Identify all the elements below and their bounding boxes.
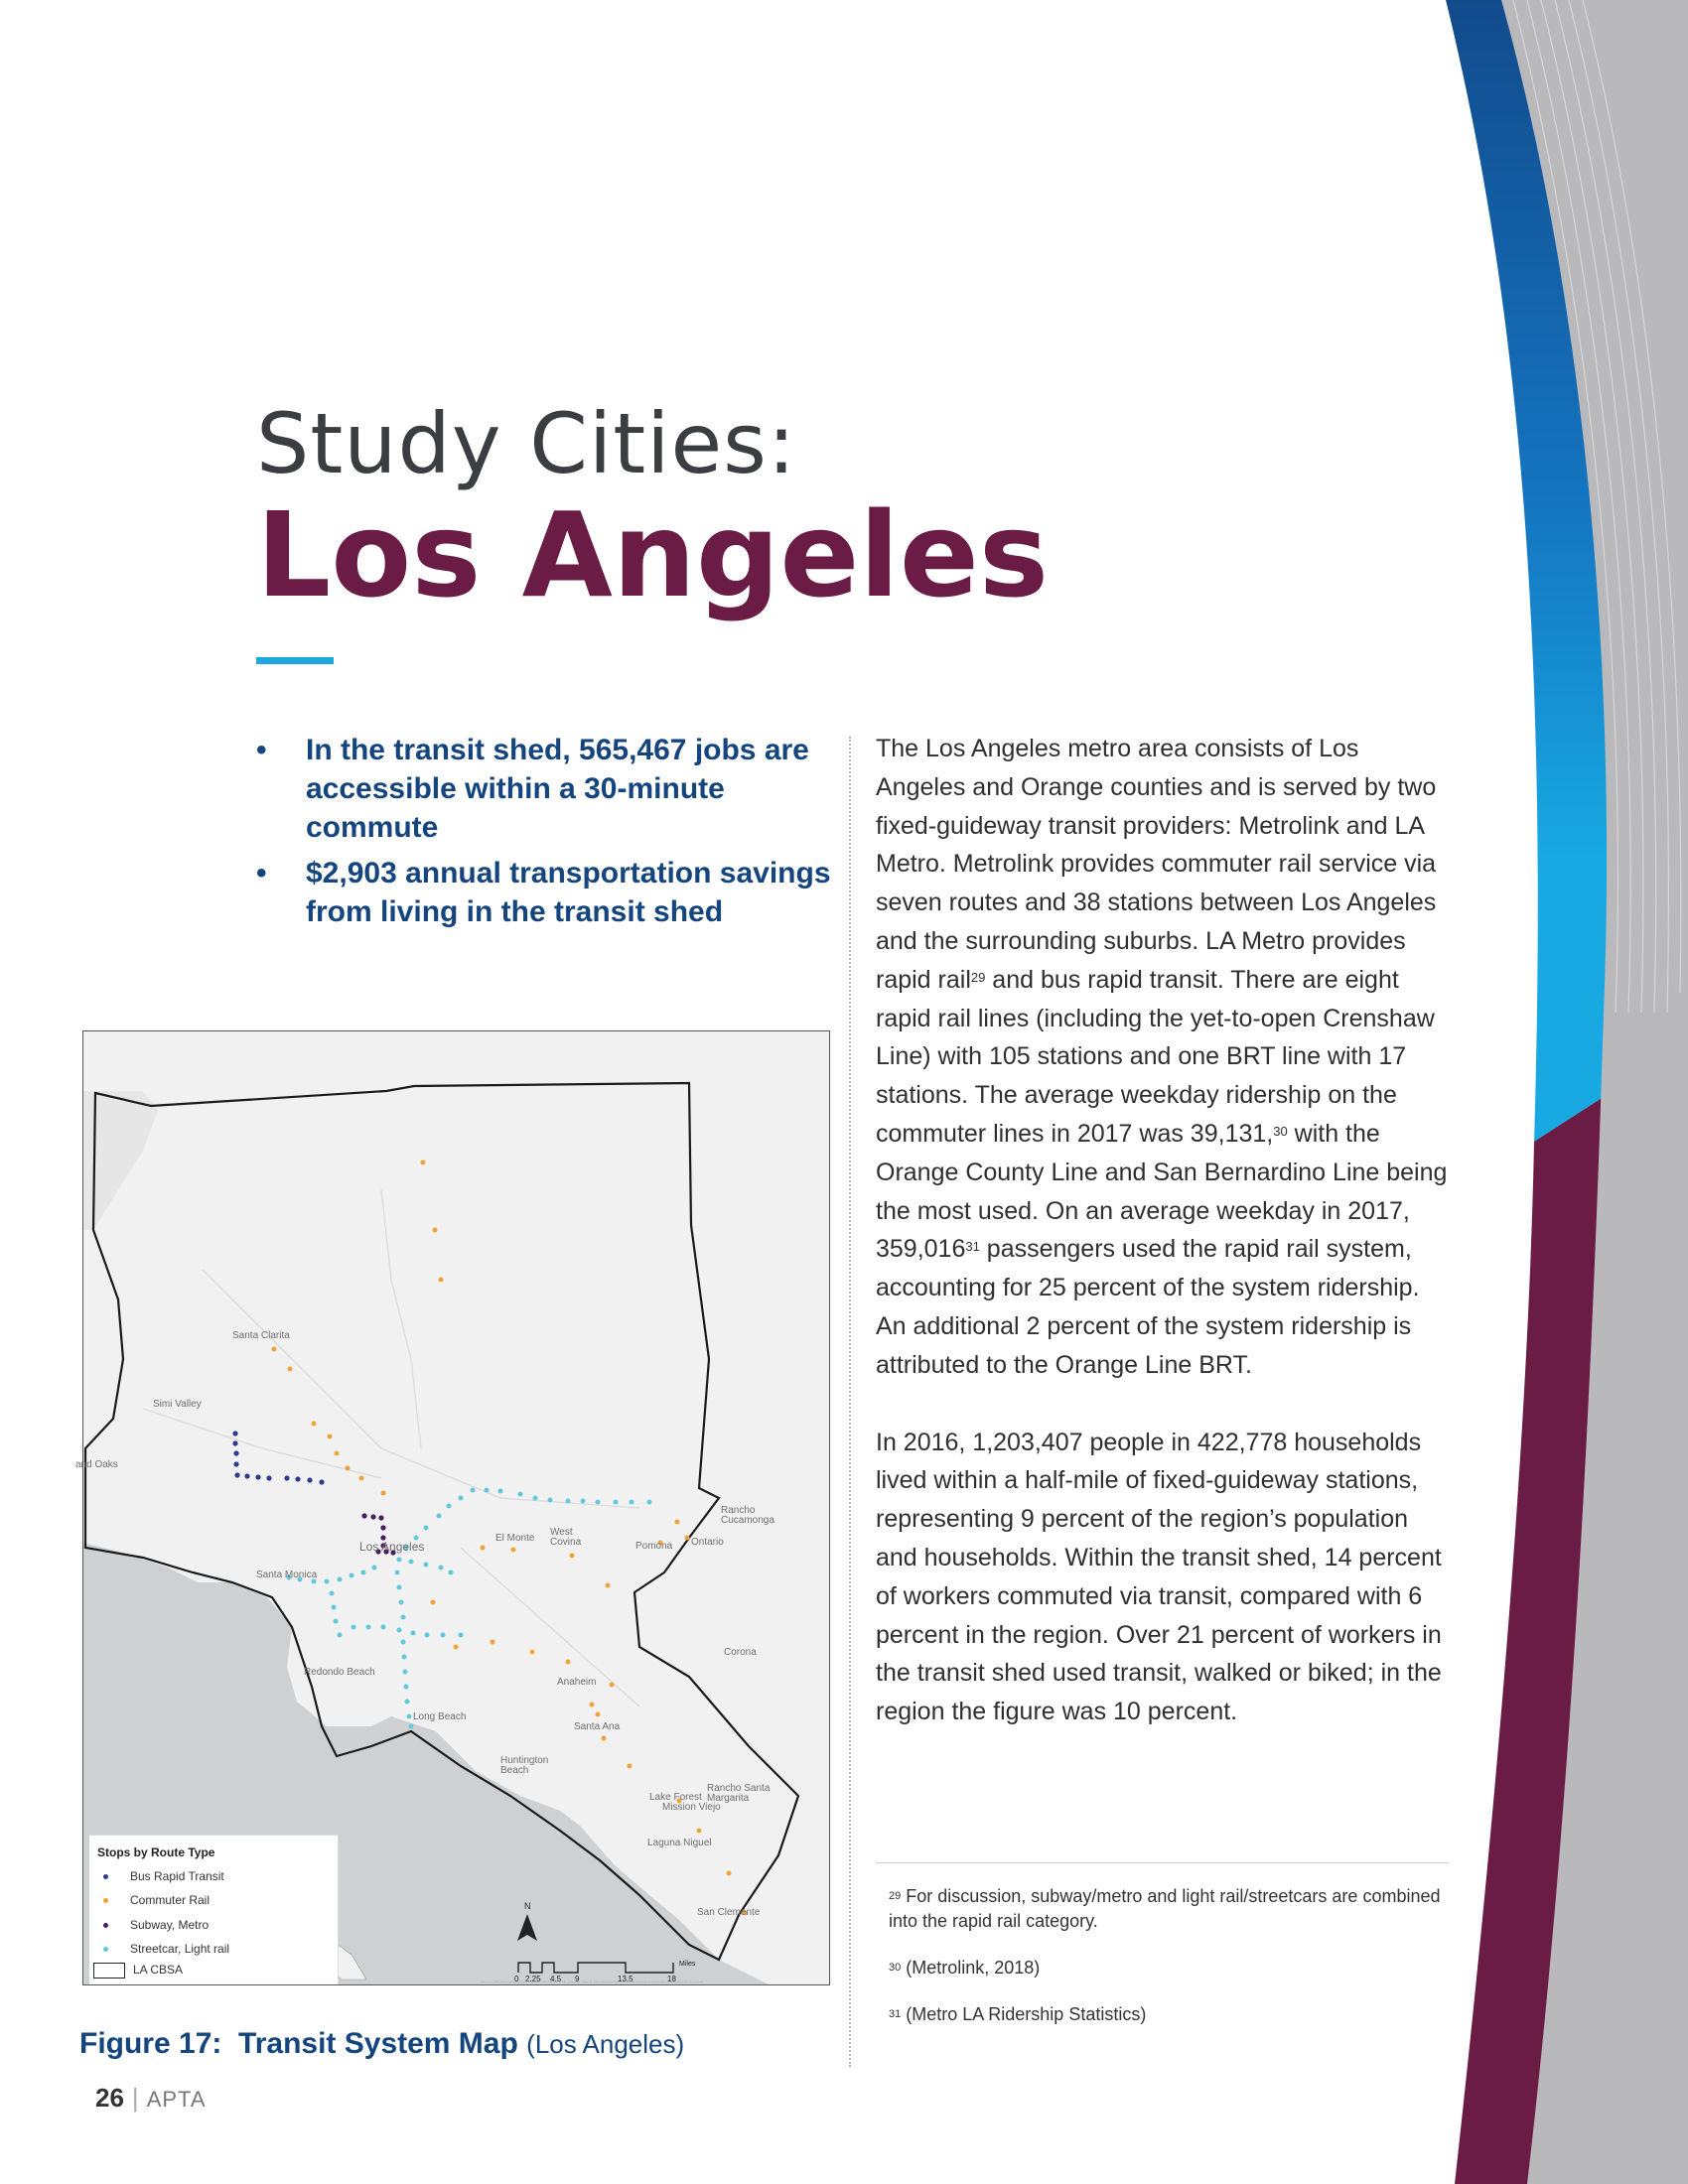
footnote-text: For discussion, subway/metro and light rail/streetcars are combined into the rapid rail category. — [889, 1886, 1441, 1931]
footnote-number: 29 — [889, 1890, 902, 1902]
stop-commuter — [697, 1829, 702, 1834]
stop-commuter — [610, 1683, 615, 1688]
stop-commuter — [381, 1491, 386, 1496]
stop-subway — [378, 1515, 383, 1520]
stop-brt — [295, 1476, 300, 1481]
legend-swatch — [103, 1947, 108, 1952]
map-label: Laguna Niguel — [647, 1838, 712, 1848]
stop-light-rail — [409, 1560, 414, 1565]
body-text-run: The Los Angeles metro area consists of Los Angeles and Orange counties and is served by two fixed-guideway transit providers: Metrolink and LA Metro. Metrolink provides commuter rail service via seven routes and 38 stations between Los Angeles and the surrounding suburbs. LA Metro provides rapid rail — [876, 735, 1437, 994]
stop-light-rail — [334, 1619, 339, 1624]
stop-light-rail — [485, 1488, 490, 1493]
map-label: Los Angeles — [359, 1540, 425, 1554]
stop-subway — [370, 1514, 375, 1519]
stop-commuter — [433, 1228, 438, 1233]
map-label: Pomona — [635, 1541, 673, 1552]
stop-commuter — [596, 1712, 601, 1717]
stop-light-rail — [518, 1492, 523, 1497]
stop-light-rail — [397, 1558, 402, 1563]
stop-light-rail — [471, 1488, 476, 1493]
map-label: Lake Forest — [649, 1792, 702, 1803]
stop-subway — [380, 1525, 385, 1530]
key-finding-item — [256, 731, 832, 847]
map-label: Santa Monica — [256, 1570, 318, 1580]
stop-light-rail — [647, 1500, 652, 1505]
scale-tick: 0 — [514, 1975, 519, 1983]
map-label: Mission Viejo — [662, 1802, 721, 1813]
body-text-run: with the Orange County Line and San Bernardino Line being the most used. On an average weekday in 2017, 359,016 — [876, 1119, 1448, 1264]
map-label: West Covina — [550, 1527, 582, 1548]
stop-light-rail — [404, 1685, 409, 1690]
map-label: Rancho Santa Margarita — [707, 1783, 771, 1804]
stop-commuter — [328, 1434, 333, 1439]
footnote-text: (Metrolink, 2018) — [901, 1958, 1041, 1978]
stop-commuter — [312, 1422, 317, 1427]
stop-light-rail — [325, 1579, 330, 1584]
legend-title: Stops by Route Type — [97, 1845, 215, 1859]
stop-light-rail — [407, 1714, 412, 1719]
figure-number: Figure 17: — [79, 2027, 222, 2060]
scale-tick: 9 — [575, 1975, 580, 1983]
stop-light-rail — [548, 1498, 553, 1503]
stop-subway — [361, 1513, 366, 1518]
page-footer — [95, 2083, 207, 2114]
stop-commuter — [431, 1600, 436, 1605]
stop-light-rail — [397, 1628, 402, 1633]
stop-brt — [319, 1479, 324, 1484]
stop-brt — [244, 1473, 249, 1478]
footer-org: APTA — [146, 2087, 207, 2112]
legend-boundary-swatch — [93, 1963, 125, 1979]
stop-light-rail — [411, 1631, 416, 1636]
figure-caption — [79, 2027, 684, 2061]
footnote-number: 30 — [889, 1962, 902, 1974]
stop-light-rail — [401, 1640, 406, 1645]
stop-commuter — [570, 1554, 575, 1559]
stop-brt — [232, 1440, 237, 1445]
legend-item-subway — [103, 1918, 209, 1932]
footnote-number: 31 — [889, 2008, 902, 2020]
key-finding-text: $2,903 annual transportation savings from living in the transit shed — [306, 857, 831, 928]
stop-light-rail — [397, 1585, 402, 1590]
stop-light-rail — [352, 1625, 356, 1630]
figure-title: Transit System Map — [238, 2027, 518, 2060]
map-legend — [89, 1835, 339, 1984]
stop-light-rail — [332, 1605, 337, 1610]
footnote-text: (Metro LA Ridership Statistics) — [901, 2004, 1147, 2024]
stop-light-rail — [566, 1499, 571, 1504]
stop-commuter — [491, 1640, 495, 1645]
stop-light-rail — [425, 1633, 430, 1638]
map-label: Anaheim — [557, 1677, 597, 1688]
stop-commuter — [454, 1645, 459, 1650]
stop-light-rail — [437, 1514, 442, 1519]
legend-label: LA CBSA — [133, 1963, 184, 1978]
stop-light-rail — [459, 1496, 464, 1501]
legend-item-light-rail — [103, 1942, 229, 1956]
body-text-run: and bus rapid transit. There are eight rapid rail lines (including the yet-to-open Crenshaw Line) with 105 stations and one BRT line with 17 stations. The average weekday ridership on the commuter lines in 2017 was 39,131, — [876, 965, 1435, 1148]
scale-tick: 18 — [667, 1975, 676, 1983]
footnote-30 — [889, 1956, 1445, 1980]
stop-commuter — [530, 1650, 535, 1655]
map-label: Santa Ana — [574, 1721, 621, 1732]
footnote-rule — [876, 1862, 1450, 1863]
transit-system-map — [75, 1030, 830, 1985]
stop-light-rail — [395, 1570, 400, 1575]
stop-light-rail — [366, 1625, 371, 1630]
stop-commuter — [359, 1476, 364, 1481]
map-label: San Clemente — [697, 1907, 761, 1918]
map-label: El Monte — [495, 1533, 535, 1544]
legend-label: Streetcar, Light rail — [130, 1942, 230, 1956]
stop-light-rail — [401, 1615, 406, 1620]
map-label: and Oaks — [75, 1459, 118, 1470]
stop-light-rail — [330, 1591, 335, 1596]
stop-commuter — [566, 1660, 571, 1665]
stop-light-rail — [350, 1573, 354, 1578]
page-number: 26 — [95, 2083, 124, 2113]
stop-light-rail — [399, 1600, 404, 1605]
stop-commuter — [272, 1347, 277, 1352]
title-city-name: Los Angeles — [256, 486, 1050, 623]
stop-commuter — [628, 1764, 633, 1769]
stop-commuter — [602, 1736, 607, 1741]
stop-light-rail — [403, 1670, 408, 1675]
legend-swatch — [103, 1898, 108, 1903]
legend-item-brt — [103, 1869, 224, 1883]
stop-light-rail — [498, 1489, 503, 1494]
stop-light-rail — [409, 1724, 414, 1729]
stop-commuter — [421, 1160, 426, 1165]
stop-brt — [233, 1461, 238, 1466]
stop-light-rail — [338, 1633, 343, 1638]
map-label: Corona — [724, 1647, 757, 1658]
map-label: Long Beach — [413, 1711, 467, 1722]
stop-light-rail — [533, 1496, 538, 1501]
stop-commuter — [606, 1583, 611, 1588]
footnote-ref-30[interactable]: 30 — [1273, 1123, 1288, 1139]
stop-light-rail — [614, 1500, 619, 1505]
stop-light-rail — [405, 1700, 410, 1705]
scale-unit: Miles — [679, 1961, 696, 1968]
stop-light-rail — [338, 1577, 343, 1582]
stop-light-rail — [381, 1625, 386, 1630]
legend-swatch — [103, 1874, 108, 1879]
map-label: Santa Clarita — [232, 1330, 290, 1341]
stop-commuter — [346, 1466, 351, 1471]
stop-commuter — [685, 1536, 690, 1541]
key-finding-text: In the transit shed, 565,467 jobs are accessible within a 30-minute commute — [306, 734, 809, 844]
body-text — [876, 730, 1452, 1770]
body-paragraph-2: In 2016, 1,203,407 people in 422,778 households lived within a half-mile of fixed-guideway stations, representing 9 percent of the region’s population and households. Within the transit shed, 14 percent of workers commuted via transit, compared with 6 percent in the region. Over 21 percent of workers in the transit shed used transit, walked or biked; in the region the figure was 10 percent. — [876, 1428, 1442, 1726]
brt-stops — [232, 1431, 324, 1484]
legend-label: Commuter Rail — [130, 1893, 211, 1907]
stop-light-rail — [447, 1504, 452, 1509]
footnote-ref-29[interactable]: 29 — [970, 969, 986, 985]
footnotes — [889, 1884, 1445, 2049]
stop-light-rail — [449, 1570, 454, 1575]
stop-brt — [307, 1477, 312, 1482]
stop-light-rail — [581, 1499, 586, 1504]
stop-light-rail — [459, 1633, 464, 1638]
stop-commuter — [727, 1871, 732, 1876]
figure-subtitle: (Los Angeles) — [526, 2029, 685, 2059]
light-rail-stops — [287, 1488, 652, 1729]
map-label: Simi Valley — [153, 1399, 202, 1410]
footnote-ref-31[interactable]: 31 — [965, 1239, 980, 1255]
bullet-icon: • — [256, 734, 267, 766]
stop-light-rail — [361, 1570, 366, 1575]
stop-commuter — [335, 1451, 340, 1456]
title-study-cities: Study Cities: — [256, 395, 797, 492]
stop-commuter — [511, 1548, 516, 1553]
body-paragraph-1 — [876, 730, 1452, 1385]
stop-brt — [266, 1475, 271, 1480]
stop-light-rail — [439, 1566, 444, 1570]
stop-commuter — [675, 1520, 680, 1525]
stop-brt — [233, 1450, 238, 1455]
stop-commuter — [481, 1546, 486, 1551]
map-label: Redondo Beach — [304, 1667, 375, 1678]
title-accent-rule — [256, 657, 334, 664]
stop-light-rail — [630, 1500, 634, 1505]
stop-commuter — [590, 1703, 595, 1707]
stop-light-rail — [424, 1526, 429, 1531]
stop-light-rail — [372, 1566, 377, 1570]
key-finding-item — [256, 854, 832, 931]
stop-commuter — [439, 1278, 444, 1283]
footnote-31 — [889, 2002, 1445, 2027]
stop-brt — [284, 1475, 289, 1480]
scale-tick: 2.25 — [525, 1975, 541, 1983]
legend-swatch — [103, 1923, 108, 1928]
body-text-run: passengers used the rapid rail system, accounting for 25 percent of the system ridership. An additional 2 percent of the system ridership is attributed to the Orange Line BRT. — [876, 1235, 1420, 1379]
key-findings-list — [256, 731, 832, 938]
legend-label: Bus Rapid Transit — [130, 1869, 224, 1883]
map-label: Rancho Cucamonga — [721, 1505, 774, 1526]
stop-brt — [234, 1472, 239, 1477]
stop-brt — [255, 1474, 260, 1479]
footnote-29 — [889, 1884, 1445, 1934]
map-attribution: Sources: Esri, HERE, Garmin, Intermap, increment P Corp., GEBCO, USGS, FAO, NPS, NRCAN, GeoBase, IGN, Kadaster NL, Ordnance Survey, Esri Japan, METI, Esri China (Hong Kong), (c) OpenStreetMap contributors, and the GIS User Community — [481, 1981, 704, 1983]
stop-light-rail — [596, 1500, 601, 1505]
map-label: Huntington Beach — [500, 1755, 549, 1776]
north-arrow-label: N — [524, 1901, 531, 1911]
stop-light-rail — [441, 1633, 446, 1638]
bullet-icon: • — [256, 857, 267, 889]
column-divider — [849, 737, 851, 2067]
scale-tick: 13.5 — [618, 1975, 633, 1983]
legend-item-commuter — [103, 1893, 210, 1907]
map-label: Ontario — [691, 1537, 724, 1548]
footer-separator: | — [131, 2083, 139, 2113]
stop-light-rail — [424, 1563, 429, 1568]
legend-label: Subway, Metro — [130, 1918, 210, 1932]
scale-tick: 4.5 — [550, 1975, 562, 1983]
stop-commuter — [288, 1367, 293, 1372]
stop-light-rail — [402, 1655, 407, 1660]
legend-item-cbsa — [103, 1963, 183, 1979]
stop-brt — [232, 1431, 237, 1435]
